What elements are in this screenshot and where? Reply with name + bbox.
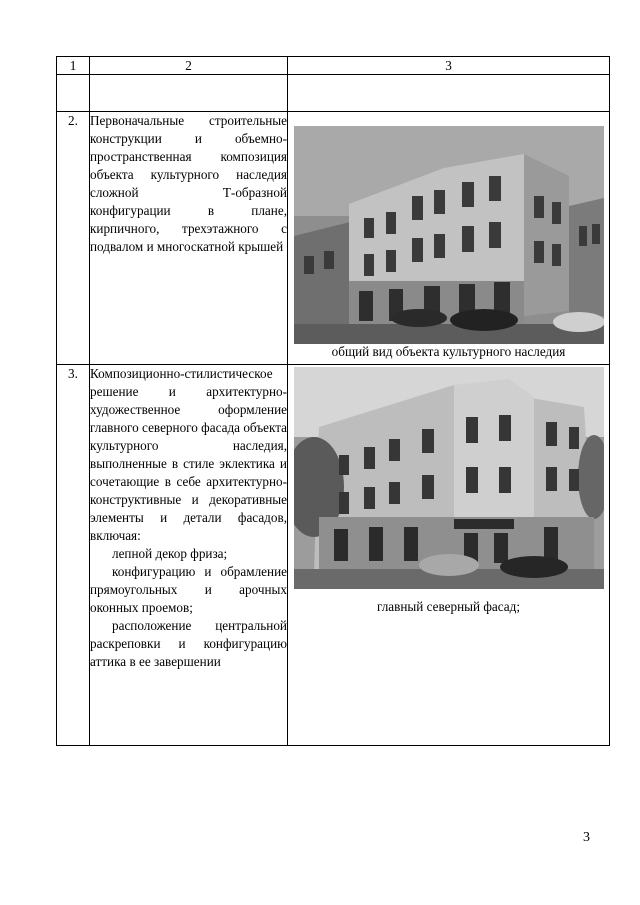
photo-cell [288,365,610,746]
description-text: Композиционно-стилистическое решение и архитектурно-художественное оформление главного северного фасада объекта культурного наследия, выполненные в стиле эклектика и сочетающие в себе архитектурно-конструктивные и декоративные элементы и детали фасадов, включая: [90,366,287,543]
description-text: конфигурацию и обрамление прямоугольных и арочных оконных проемов; [90,564,287,615]
description-text: расположение центральной раскреповки и конфигурацию аттика в ее завершении [90,618,287,669]
column-header: 3 [288,57,610,75]
description-text: Первоначальные строительные конструкции и объемно-пространственная композиция объекта культурного наследия сложной Т-образной конфигурации в плане, кирпичного, трехэтажного с подвалом и многоскатной крышей [90,113,287,254]
page-number: 3 [583,830,590,845]
empty-row [57,75,610,112]
table-row [57,112,610,365]
column-header: 2 [90,57,288,75]
table-header-row [57,57,610,75]
north-facade-photo [294,367,604,589]
photo-caption: главный северный фасад; [376,599,521,614]
photo-cell [288,112,610,365]
photo-caption: общий вид объекта культурного наследия [331,344,566,359]
heritage-elements-table [56,56,610,746]
column-header: 1 [57,57,90,75]
row-number: 2. [57,112,90,365]
row-description [90,365,288,746]
description-text: лепной декор фриза; [112,546,228,561]
row-description [90,112,288,365]
row-number: 3. [57,365,90,746]
table-row [57,365,610,746]
building-general-view-photo [294,126,604,344]
